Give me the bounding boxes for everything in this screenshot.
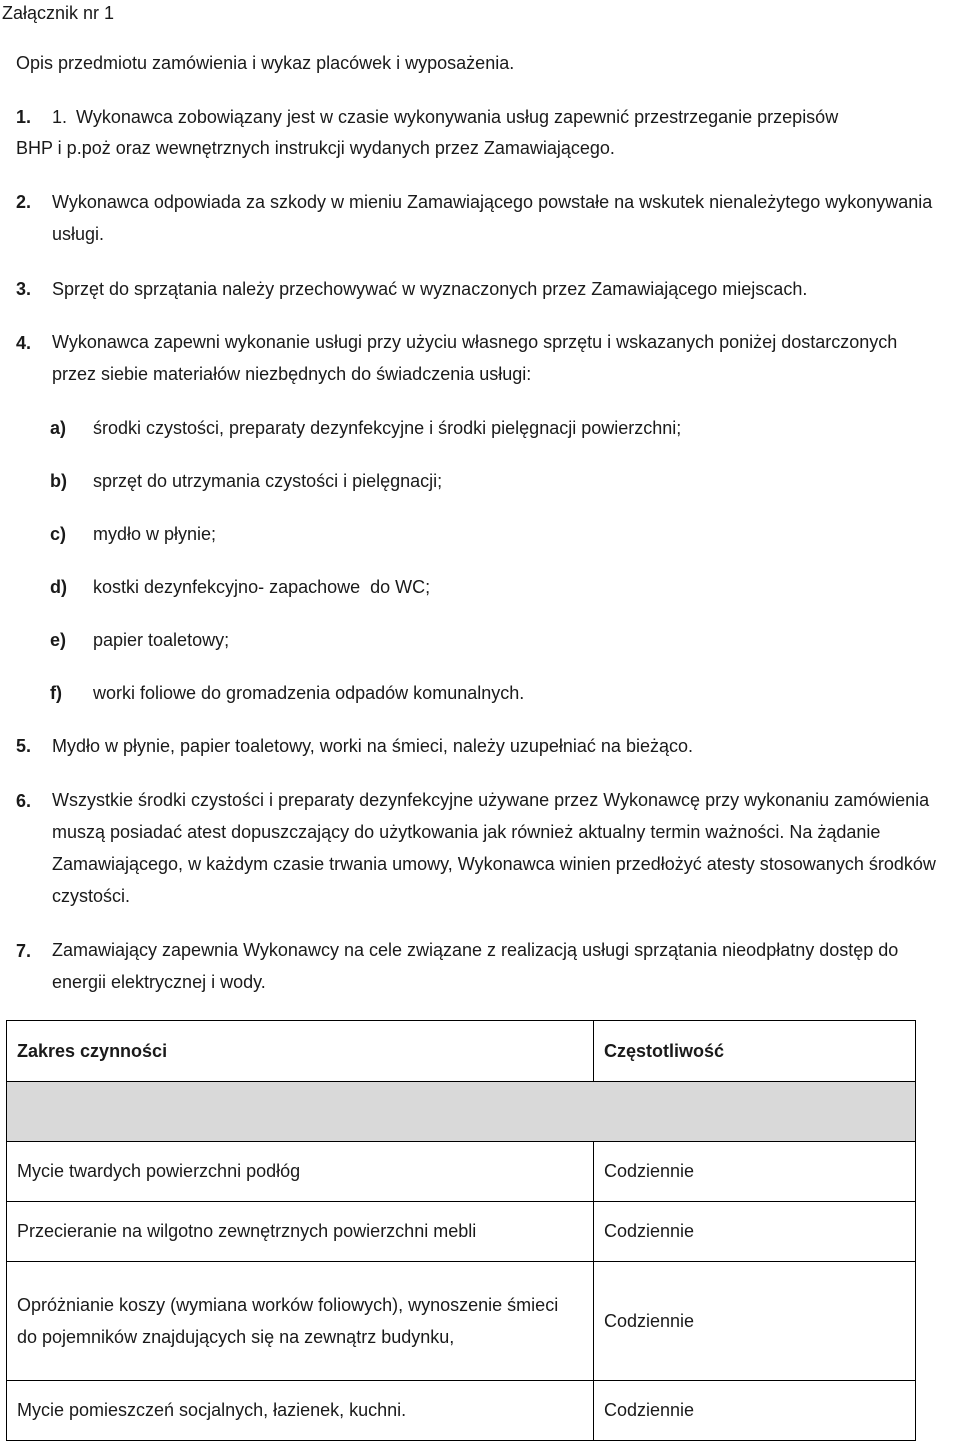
- subitem-letter: d): [50, 577, 67, 597]
- table-shaded-row: [7, 1082, 916, 1142]
- item-text: Sprzęt do sprzątania należy przechowywać w wyznaczonych przez Zamawiającego miejscach.: [52, 279, 808, 299]
- item-number: 6.: [16, 791, 32, 811]
- frequency-cell: Codziennie: [594, 1202, 916, 1262]
- table-row: [7, 1142, 916, 1202]
- item-number: 5.: [16, 736, 32, 756]
- item-text: Zamawiający zapewnia Wykonawcy na cele związane z realizacją usługi sprzątania nieodpłatny dostęp do energii elektrycznej i wody.: [52, 940, 899, 992]
- task-cell: Mycie twardych powierzchni podłóg: [7, 1142, 594, 1202]
- shaded-cell: [7, 1082, 916, 1142]
- tasks-table: [6, 1020, 916, 1441]
- item-text-line-1: Wykonawca zobowiązany jest w czasie wykonywania usług zapewnić przestrzeganie przepisów: [76, 107, 839, 127]
- task-cell: Opróżnianie koszy (wymiana worków foliowych), wynoszenie śmieci do pojemników znajdujących się na zewnątrz budynku,: [7, 1262, 594, 1381]
- subitem-text: sprzęt do utrzymania czystości i pielęgnacji;: [93, 471, 443, 491]
- table-row: [7, 1262, 916, 1381]
- item-text: Wszystkie środki czystości i preparaty dezynfekcyjne używane przez Wykonawcę przy wykonaniu zamówienia muszą posiadać atest dopuszczający do użytkowania jak również aktualny termin ważności. Na żądanie Zamawiającego, w każdym czasie trwania umowy, Wykonawca winien przedłożyć atesty stosowanych środków czystości.: [52, 790, 936, 906]
- task-cell: Mycie pomieszczeń socjalnych, łazienek, kuchni.: [7, 1381, 594, 1441]
- item-inner-number: 1.: [52, 107, 68, 127]
- subitem-letter: b): [50, 471, 67, 491]
- frequency-cell: Codziennie: [594, 1142, 916, 1202]
- item-text: Wykonawca zapewni wykonanie usługi przy użyciu własnego sprzętu i wskazanych poniżej dostarczonych przez siebie materiałów niezbędnych do świadczenia usługi:: [52, 332, 898, 384]
- table-row: [7, 1381, 916, 1441]
- subitem-letter: a): [50, 418, 67, 438]
- table-row: [7, 1202, 916, 1262]
- subitem-text: papier toaletowy;: [93, 630, 230, 650]
- item-number: 7.: [16, 941, 32, 961]
- frequency-cell: Codziennie: [594, 1381, 916, 1441]
- item-number: 4.: [16, 333, 32, 353]
- subitem-letter: e): [50, 630, 67, 650]
- item-text-line-2: BHP i p.poż oraz wewnętrznych instrukcji wydanych przez Zamawiającego.: [16, 138, 615, 158]
- subitem-text: mydło w płynie;: [93, 524, 217, 544]
- subitem-letter: c): [50, 524, 67, 544]
- item-number: 3.: [16, 279, 32, 299]
- item-number: 1.: [16, 107, 32, 127]
- column-header-frequency: Częstotliwość: [594, 1021, 916, 1082]
- item-number: 2.: [16, 192, 32, 212]
- subitem-text: środki czystości, preparaty dezynfekcyjne i środki pielęgnacji powierzchni;: [93, 418, 682, 438]
- annex-title: Załącznik nr 1: [2, 3, 115, 23]
- item-text: Mydło w płynie, papier toaletowy, worki na śmieci, należy uzupełniać na bieżąco.: [52, 736, 693, 756]
- subitem-letter: f): [50, 683, 62, 703]
- document-subtitle: Opis przedmiotu zamówienia i wykaz placówek i wyposażenia.: [16, 53, 515, 73]
- subitem-text: kostki dezynfekcyjno- zapachowe do WC;: [93, 577, 431, 597]
- table-header-row: [7, 1021, 916, 1082]
- item-text: Wykonawca odpowiada za szkody w mieniu Zamawiającego powstałe na wskutek nienależytego wykonywania usługi.: [52, 192, 933, 244]
- column-header-scope: Zakres czynności: [7, 1021, 594, 1082]
- task-cell: Przecieranie na wilgotno zewnętrznych powierzchni mebli: [7, 1202, 594, 1262]
- subitem-text: worki foliowe do gromadzenia odpadów komunalnych.: [93, 683, 525, 703]
- frequency-cell: Codziennie: [594, 1262, 916, 1381]
